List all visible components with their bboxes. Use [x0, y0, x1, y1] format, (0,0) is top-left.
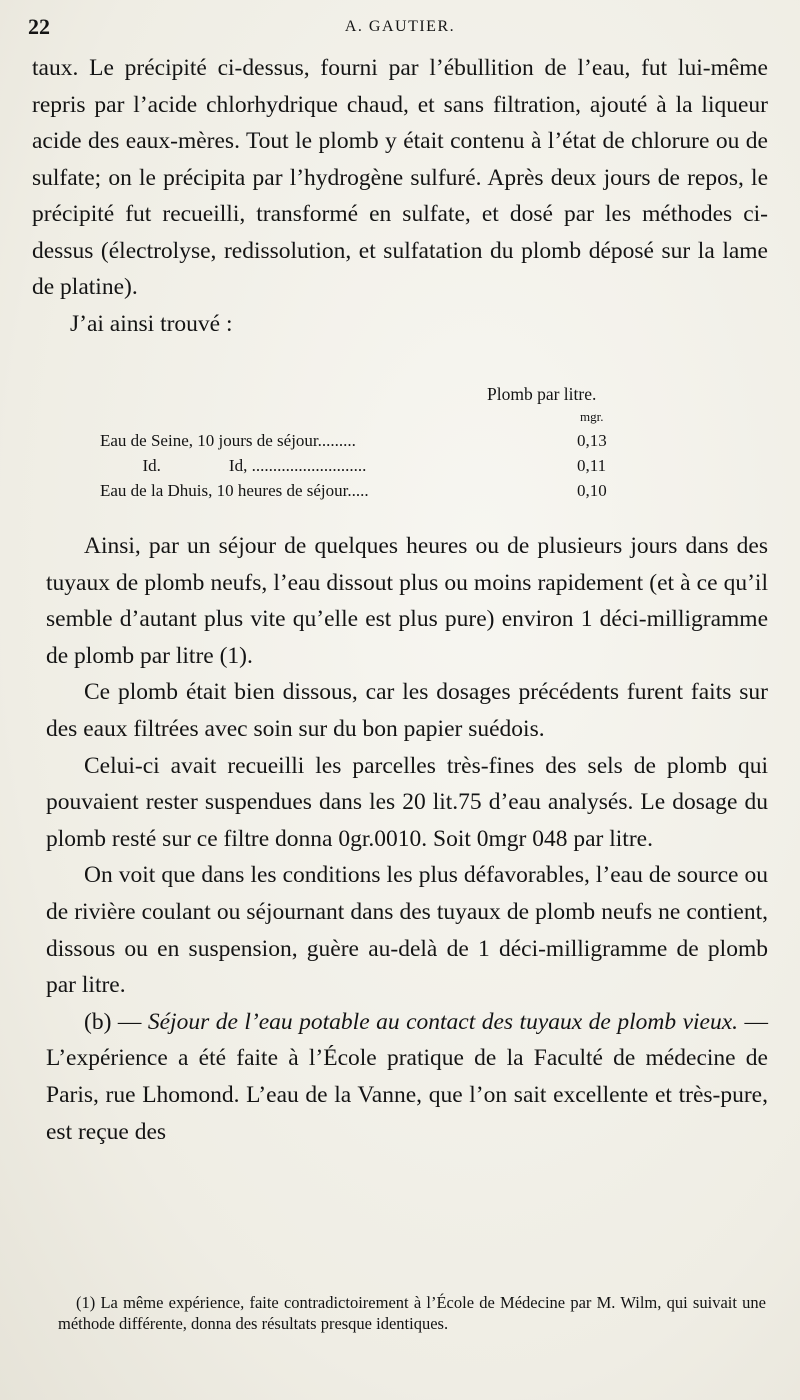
body-text-bottom [46, 528, 768, 1150]
table-row [100, 456, 680, 480]
table-row-label: Id. Id, ........................... [100, 456, 367, 475]
running-head: A. GAUTIER. [344, 18, 456, 35]
section-b-title: Séjour de l’eau potable au contact des tuyaux de plomb vieux. [147, 1008, 739, 1035]
paragraph: Ce plomb était bien dissous, car les dosages précédents furent faits sur des eaux filtrées avec soin sur du bon papier suédois. [46, 679, 768, 742]
page-header [28, 14, 772, 44]
page-number: 22 [28, 14, 50, 39]
table-row-label: Eau de la Dhuis, 10 heures de séjour..... [100, 481, 369, 500]
paragraph: taux. Le précipité ci-dessus, fourni par l’ébullition de l’eau, fut lui-même repris par l’acide chlorhydrique chaud, et sans filtration, ajouté à la liqueur acide des eaux-mères. Tout le plomb y était contenu à l’état de chlorure ou de sulfate; on le précipita par l’hydrogène sulfuré. Après deux jours de repos, le précipité fut recueilli, transformé en sulfate, et dosé par les méthodes ci-dessus (électrolyse, redissolution, et sulfatation du plomb déposé sur la lame de platine). [32, 55, 768, 300]
paragraph: J’ai ainsi trouvé : [70, 310, 233, 337]
table-row [100, 481, 680, 505]
table-row-value: 0,13 [577, 431, 607, 450]
paragraph: Ainsi, par un séjour de quelques heures ou de plusieurs jours dans des tuyaux de plomb neufs, l’eau dissout plus ou moins rapidement (et à ce qu’il semble d’autant plus vite qu’elle est plus pure) environ 1 déci-milligramme de plomb par litre (1). [46, 533, 768, 669]
paragraph: On voit que dans les conditions les plus défavorables, l’eau de source ou de rivière coulant ou séjournant dans des tuyaux de plomb neufs ne contient, dissous ou en suspension, guère au-delà de 1 déci-milligramme de plomb par litre. [46, 862, 768, 999]
section-b-label: (b) — [84, 1008, 148, 1035]
section-b-paragraph [46, 1004, 768, 1150]
body-text-top [32, 50, 768, 342]
table-row-value: 0,10 [577, 481, 607, 500]
table-row-value: 0,11 [577, 456, 607, 475]
section-b-text: — L’expérience a été faite à l’École pratique de la Faculté de médecine de Paris, rue Lhomond. L’eau de la Vanne, que l’on sait excellente et très-pure, est reçue des [46, 1008, 768, 1145]
footnote-text: (1) La même expérience, faite contradictoirement à l’École de Médecine par M. Wilm, qui suivait une méthode différente, donna des résultats presque identiques. [58, 1293, 766, 1333]
table-column-header: Plomb par litre. [487, 384, 597, 404]
table-row [100, 431, 680, 455]
table-unit: mgr. [580, 409, 604, 424]
paragraph: Celui-ci avait recueilli les parcelles très-fines des sels de plomb qui pouvaient rester suspendues dans les 20 lit.75 d’eau analysés. Le dosage du plomb resté sur ce filtre donna 0gr.0010. Soit 0mgr 048 par litre. [46, 752, 768, 852]
table-row-label: Eau de Seine, 10 jours de séjour......... [100, 431, 356, 450]
footnote [58, 1292, 766, 1334]
